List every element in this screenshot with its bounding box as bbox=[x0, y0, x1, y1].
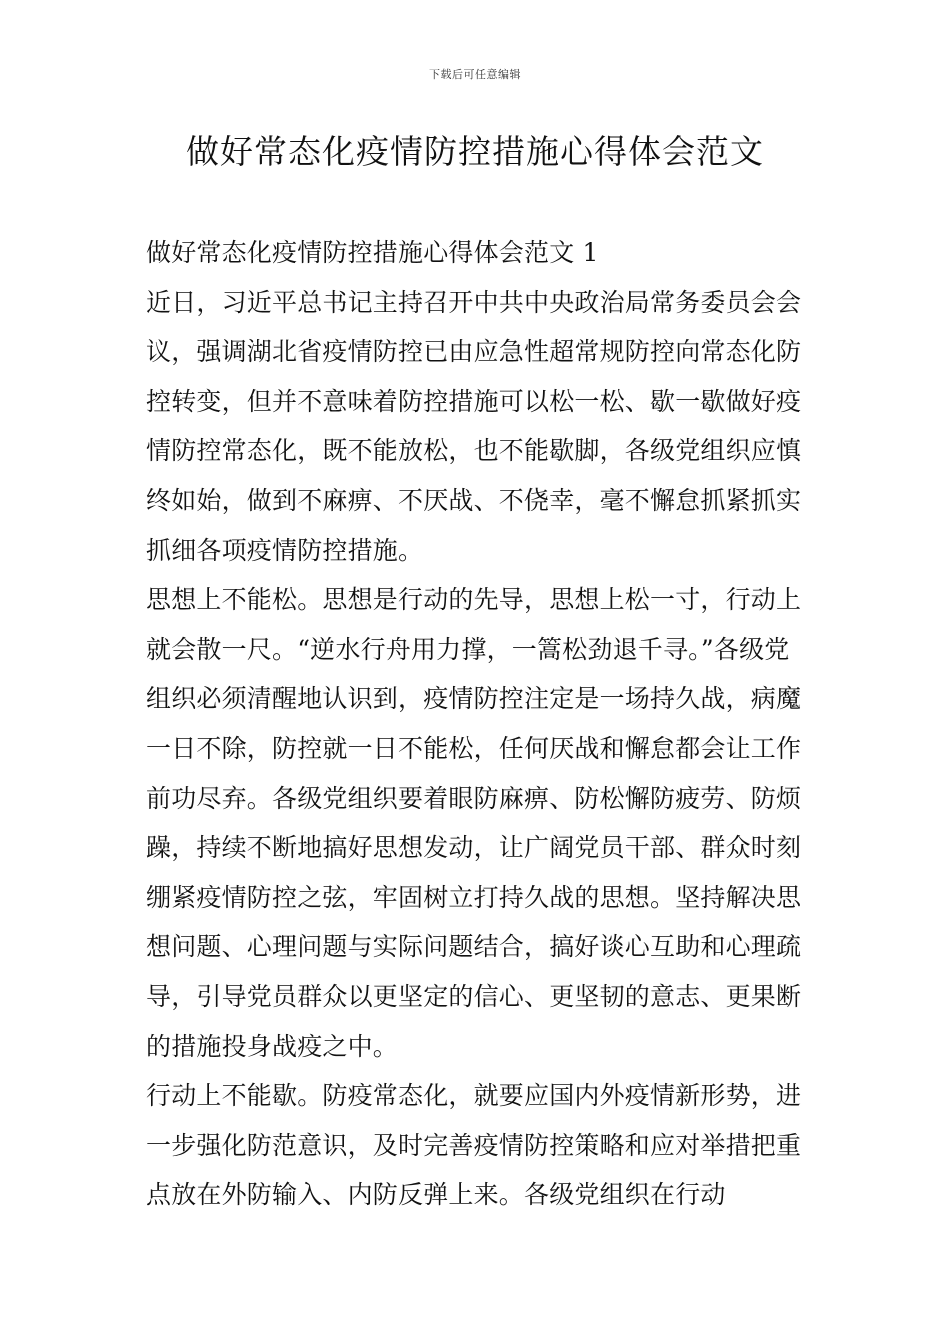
paragraph-1: 近日，习近平总书记主持召开中共中央政治局常务委员会会议，强调湖北省疫情防控已由应急性超常规防控向常态化防控转变，但并不意味着防控措施可以松一松、歇一歇做好疫情防控常态化，既不能放松，也不能歇脚，各级党组织应慎终如始，做到不麻痹、不厌战、不侥幸，毫不懈怠抓紧抓实抓细各项疫情防控措施。 bbox=[146, 287, 802, 565]
paragraph-3: 行动上不能歇。防疫常态化，就要应国内外疫情新形势，进一步强化防范意识，及时完善疫情防控策略和应对举措把重点放在外防输入、内防反弹上来。各级党组织在行动 bbox=[146, 1081, 802, 1210]
paragraph-2: 思想上不能松。思想是行动的先导，思想上松一寸，行动上就会散一尺。“逆水行舟用力撑，一篙松劲退千寻。”各级党组织必须清醒地认识到，疫情防控注定是一场持久战，病魔一日不除，防控就一日不能松，任何厌战和懈怠都会让工作前功尽弃。各级党组织要着眼防麻痹、防松懈防疲劳、防烦躁，持续不断地搞好思想发动，让广阔党员干部、群众时刻绷紧疫情防控之弦，牢固树立打持久战的思想。坚持解决思想问题、心理问题与实际问题结合，搞好谈心互助和心理疏导，引导党员群众以更坚定的信心、更坚韧的意志、更果断的措施投身战疫之中。 bbox=[146, 585, 802, 1061]
document-title: 做好常态化疫情防控措施心得体会范文 bbox=[186, 132, 764, 171]
header-note: 下载后可任意编辑 bbox=[429, 68, 521, 81]
section-heading: 做好常态化疫情防控措施心得体会范文 1 bbox=[146, 238, 599, 267]
document-body bbox=[146, 228, 806, 1220]
